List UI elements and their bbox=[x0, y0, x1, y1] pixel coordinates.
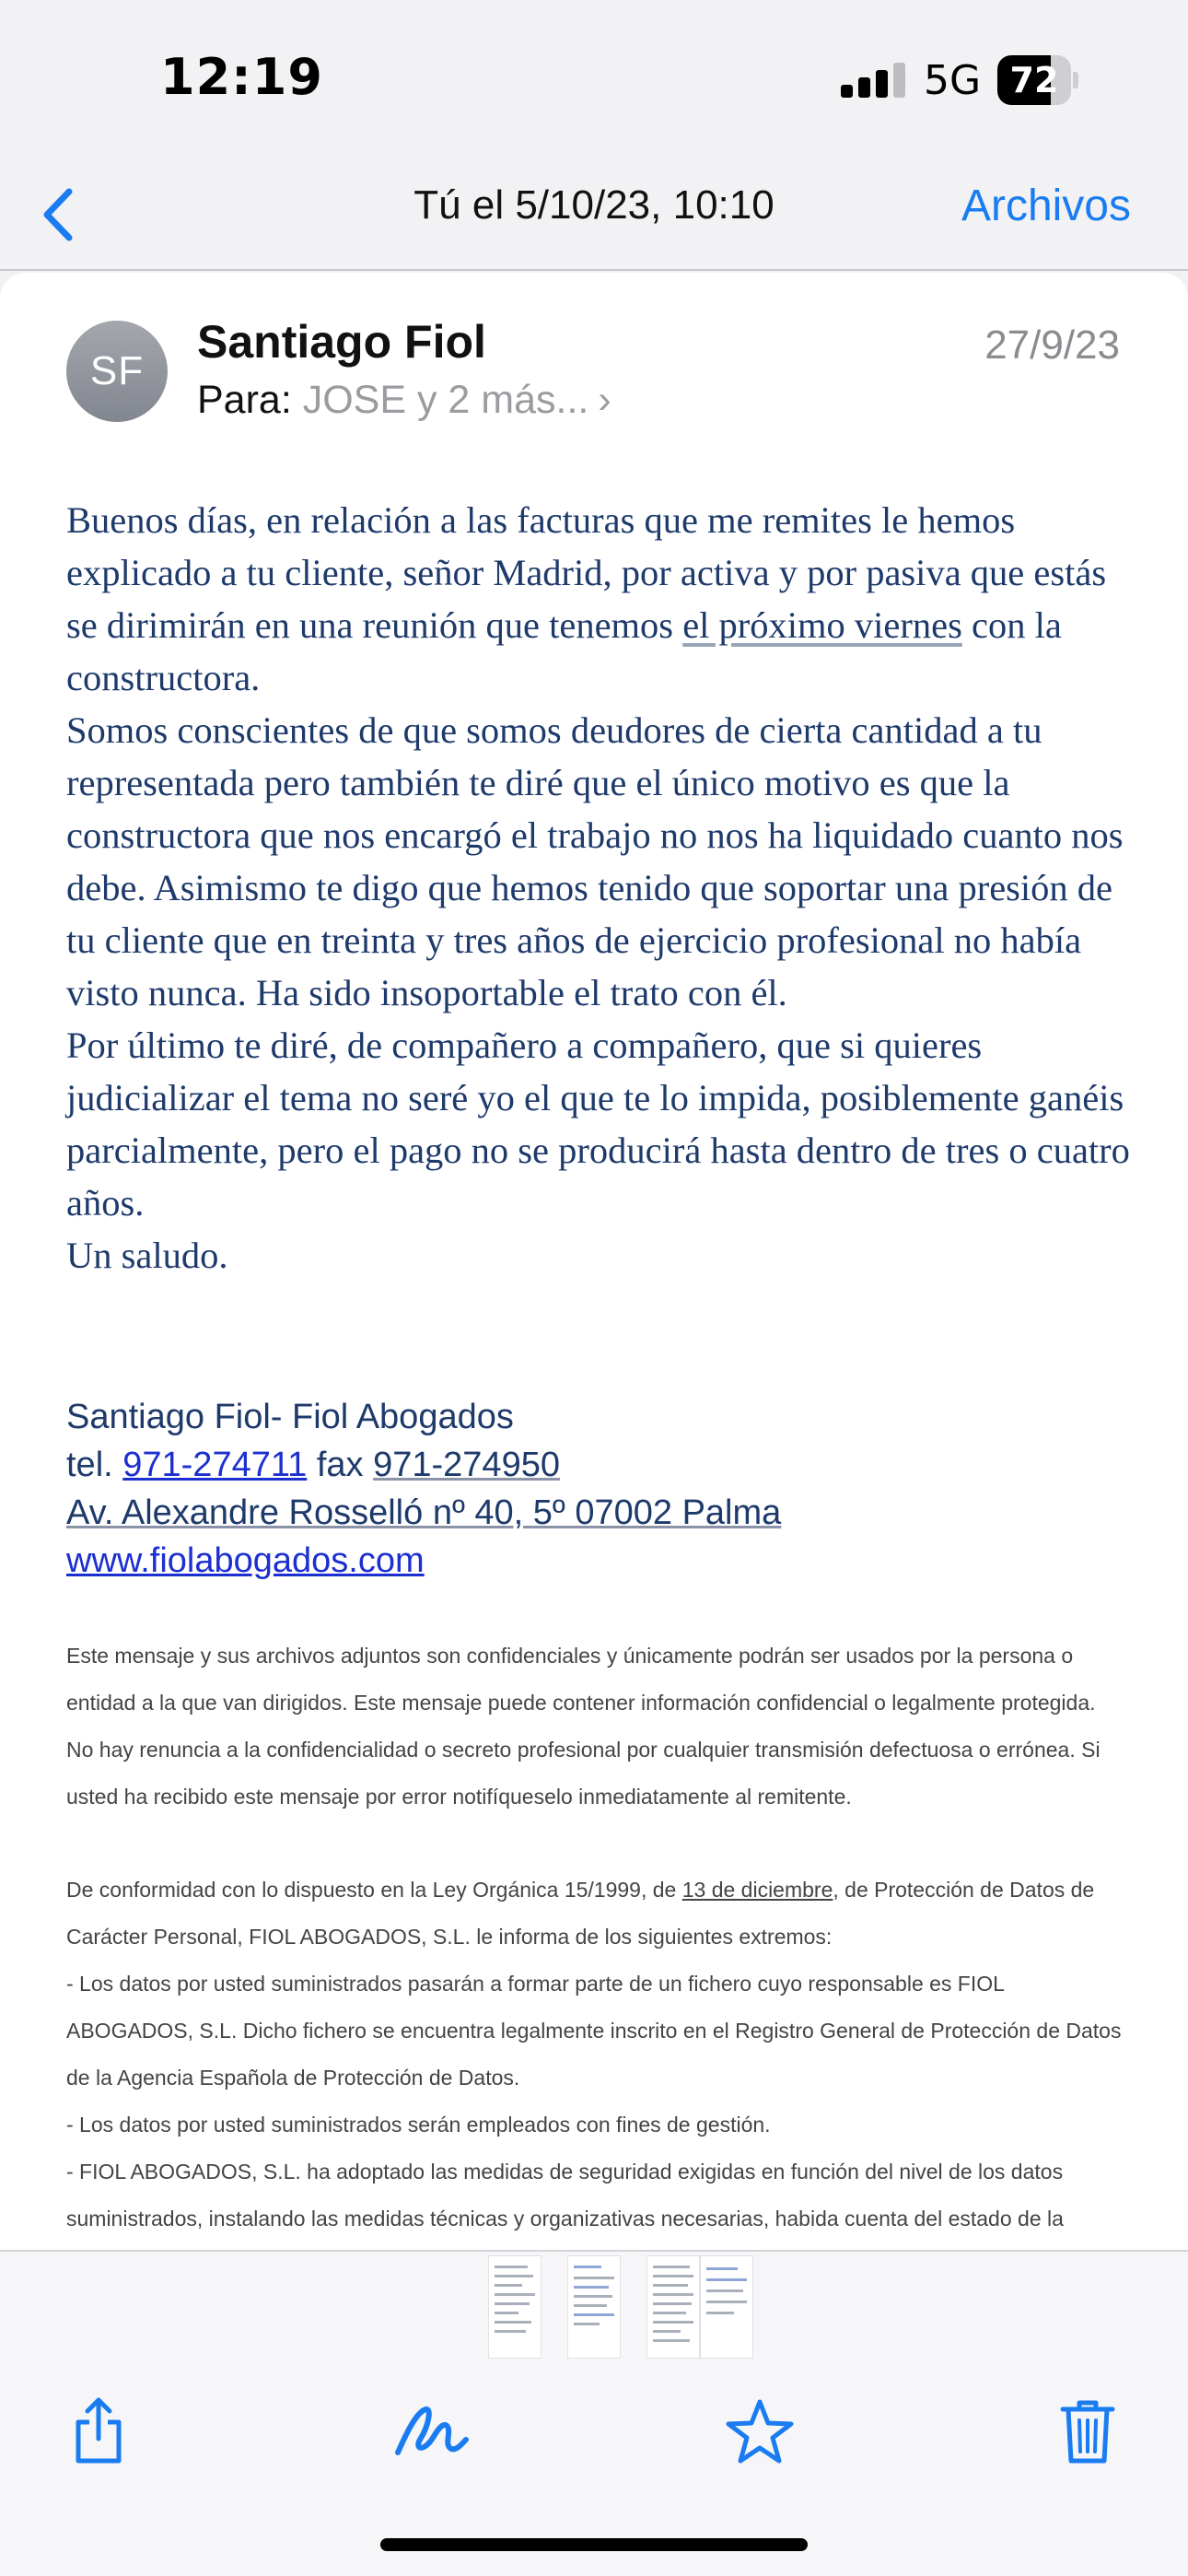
battery-icon bbox=[997, 55, 1077, 105]
website-link[interactable]: www.fiolabogados.com bbox=[66, 1541, 425, 1580]
legal-intro: De conformidad con lo dispuesto en la Ley Orgánica 15/1999, de 13 de diciembre, de Protección de Datos de Carácter Personal, FIOL ABOGADOS, S.L. le informa de los siguientes extremos: bbox=[66, 1878, 1095, 1949]
recipients-row[interactable] bbox=[197, 378, 611, 423]
trash-icon bbox=[1059, 2398, 1116, 2465]
status-bar bbox=[0, 0, 1188, 157]
attachment-thumbnail[interactable] bbox=[567, 2255, 621, 2359]
confidentiality-disclaimer: Este mensaje y sus archivos adjuntos son confidenciales y únicamente podrán ser usados por la persona o entidad a la que van dirigidos. Este mensaje puede contener información confidencial o legalmente protegida. No hay renuncia a la confidencialidad o secreto profesional por cualquier transmisión defectuosa o errónea. Si usted ha recibido este mensaje por error notifíqueselo inmediatamente al remitente. bbox=[66, 1644, 1101, 1809]
signature-name: Santiago Fiol- Fiol Abogados bbox=[66, 1398, 514, 1436]
avatar[interactable]: SF bbox=[66, 321, 168, 422]
address-link[interactable]: Av. Alexandre Rosselló nº 40, 5º 07002 Palma bbox=[66, 1493, 782, 1532]
markup-icon bbox=[392, 2399, 472, 2464]
data-protection-notice bbox=[66, 1867, 1125, 2242]
cellular-signal-icon bbox=[841, 61, 905, 98]
attachment-thumbnail[interactable] bbox=[700, 2255, 753, 2359]
share-button[interactable] bbox=[57, 2390, 140, 2473]
email-message bbox=[0, 273, 1188, 2250]
email-signature bbox=[66, 1393, 1135, 1585]
attachment-thumbnail[interactable] bbox=[488, 2255, 542, 2359]
sender-name[interactable]: Santiago Fiol bbox=[197, 316, 486, 368]
signature-phones: tel. 971-274711 fax 971-274950 bbox=[66, 1446, 560, 1484]
navigation-bar bbox=[0, 157, 1188, 271]
battery-level: 72 bbox=[1009, 60, 1059, 100]
share-icon bbox=[69, 2396, 128, 2466]
legal-item: - Los datos por usted suministrados pasarán a formar parte de un fichero cuyo responsable es FIOL ABOGADOS, S.L. Dicho fichero se encuentra legalmente inscrito en el Registro General de Protección de Datos de la Agencia Española de Protección de Datos. bbox=[66, 1972, 1122, 2090]
legal-item: - Los datos por usted suministrados serán empleados con fines de gestión. bbox=[66, 2113, 771, 2137]
to-value: JOSE y 2 más... bbox=[302, 378, 589, 422]
fax-link[interactable]: 971-274950 bbox=[373, 1446, 560, 1484]
body-closing: Un saludo. bbox=[66, 1235, 228, 1276]
nav-title: Tú el 5/10/23, 10:10 bbox=[413, 182, 775, 228]
bottom-toolbar bbox=[0, 2250, 1188, 2576]
archive-button[interactable]: Archivos bbox=[961, 181, 1131, 230]
date-link[interactable]: el próximo viernes bbox=[682, 604, 962, 646]
date-link[interactable]: 13 de diciembre bbox=[681, 1878, 833, 1902]
body-paragraph: Somos conscientes de que somos deudores de cierta cantidad a tu representada pero también te diré que el único motivo es que la constructora que nos encargó el trabajo no nos ha liquidado cuanto nos debe. Asimismo te digo que hemos tenido que soportar una presión de tu cliente que en treinta y tres años de ejercicio profesional no había visto nunca. Ha sido insoportable el trato con él. bbox=[66, 709, 1124, 1013]
legal-item: - FIOL ABOGADOS, S.L. ha adoptado las medidas de seguridad exigidas en función del nivel de los datos suministrados, instalando las medidas técnicas y organizativas necesarias, habida cuenta del estado de la bbox=[66, 2160, 1064, 2231]
chevron-right-icon: › bbox=[598, 378, 611, 422]
email-body bbox=[66, 494, 1135, 1282]
flag-button[interactable] bbox=[718, 2390, 801, 2473]
attachment-thumbnail[interactable] bbox=[646, 2255, 700, 2359]
body-paragraph: Por último te diré, de compañero a compañero, que si quieres judicializar el tema no seré yo el que te lo impida, posiblemente ganéis parcialmente, pero el pago no se producirá hasta dentro de tres o cuatro años. bbox=[66, 1025, 1130, 1224]
body-paragraph: Buenos días, en relación a las facturas que me remites le hemos explicado a tu cliente, señor Madrid, por activa y por pasiva que estás se dirimirán en una reunión que tenemos el próximo viernes con la constructora. bbox=[66, 499, 1107, 698]
phone-link[interactable]: 971-274711 bbox=[122, 1446, 308, 1484]
star-icon bbox=[725, 2398, 795, 2465]
home-indicator[interactable] bbox=[380, 2538, 808, 2551]
email-date: 27/9/23 bbox=[984, 322, 1120, 368]
status-time: 12:19 bbox=[160, 48, 323, 106]
to-label: Para: bbox=[197, 378, 292, 422]
network-type: 5G bbox=[924, 57, 982, 104]
delete-button[interactable] bbox=[1046, 2390, 1129, 2473]
markup-button[interactable] bbox=[390, 2390, 473, 2473]
